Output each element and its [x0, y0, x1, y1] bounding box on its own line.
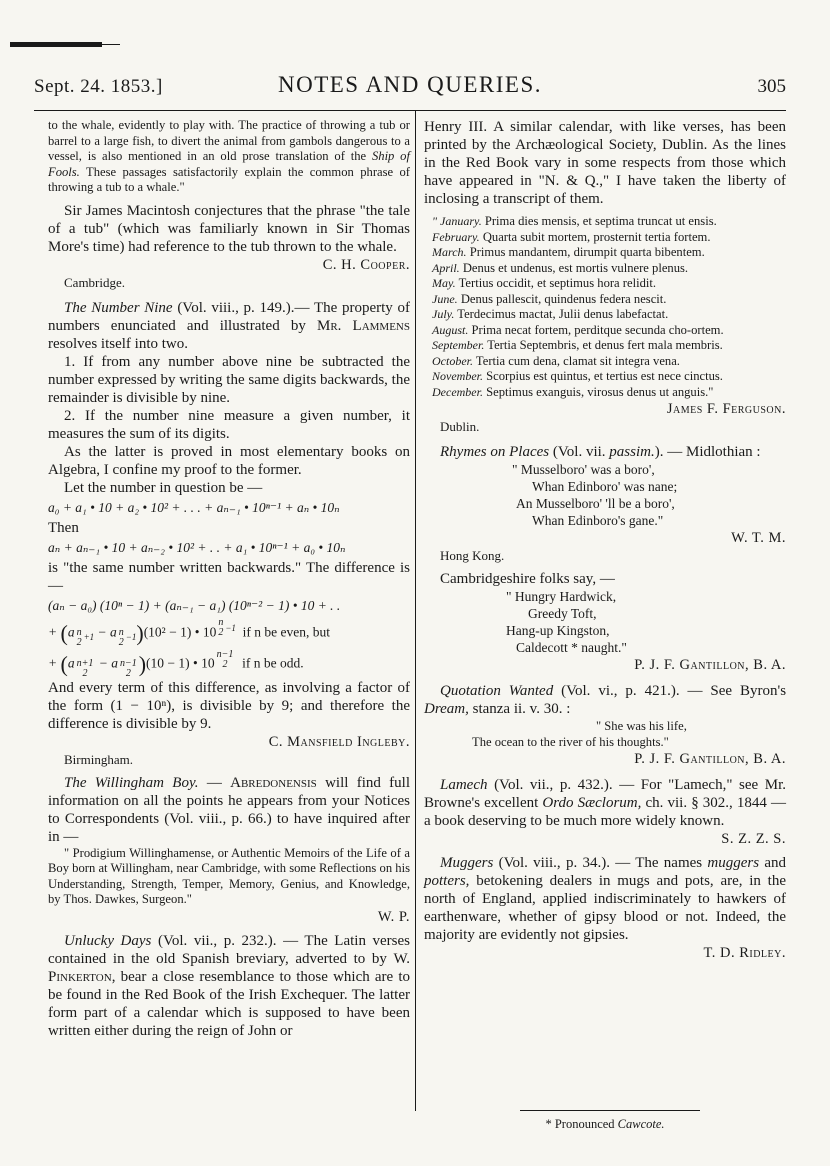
verse-line: " Musselboro' was a boro',: [512, 462, 655, 477]
signature-ferguson: James F. Ferguson.: [666, 401, 786, 417]
right-column: [424, 118, 786, 962]
calendar-line: " January. Prima dies mensis, et septima truncat ut ensis.: [432, 214, 717, 228]
calendar-line: April. Denus et undenus, est mortis vulnere plenus.: [432, 260, 689, 275]
quotation-wanted-paragraph: Quotation Wanted (Vol. vi., p. 421.). — See Byron's Dream, stanza ii. v. 30. :: [424, 683, 787, 717]
place-cambridge: Cambridge.: [64, 274, 126, 290]
header-rule: [34, 110, 786, 111]
math-then: Then: [48, 519, 79, 536]
same-number-text: is "the same number written backwards." The difference is —: [48, 559, 410, 594]
signature-gantillon-1: P. J. F. Gantillon, B. A.: [634, 657, 786, 673]
signature-wtm: W. T. M.: [731, 530, 786, 546]
signature-ridley: T. D. Ridley.: [703, 945, 786, 961]
header-date: Sept. 24. 1853.]: [34, 76, 163, 97]
column-divider: [415, 111, 416, 1111]
verse-line: " She was his life,: [596, 719, 687, 733]
number-nine-heading: The Number Nine (Vol. viii., p. 149.).— The property of numbers enunciated and illustrated by Mr. Lammens resolves itself into two.: [48, 299, 411, 352]
calendar-line: December. Septimus exanguis, virosus denus ut anguis.": [432, 384, 714, 399]
henry-paragraph: Henry III. A similar calendar, with like verses, has been printed by the Archæological Society, Dublin. As the lines in the Red Book vary in some respects from those which have appeared in "N. & Q.," I have taken the liberty of inclosing a transcript of them.: [424, 119, 786, 207]
nine-rule-two: 2. If the number nine measure a given number, it measures the sum of its digits.: [48, 407, 410, 442]
tub-paragraph: to the whale, evidently to play with. The practice of throwing a tub or barrel to a large fish, to divert the animal from gambols dangerous to a vessel, is also mentioned in an old prose translation of the Ship of Fools. These passages satisfactorily explain the common phrase of throwing a tub to a whale.": [48, 118, 410, 194]
verse-line: Greedy Toft,: [528, 606, 597, 621]
footnote: * Pronounced Cawcote.: [545, 1117, 665, 1131]
verse-line: Hang-up Kingston,: [506, 623, 610, 638]
top-rule-thin: [102, 44, 120, 45]
calendar-line: March. Primus mandantem, dirumpit quarta bibentem.: [432, 245, 705, 259]
nine-let-number: Let the number in question be —: [64, 479, 263, 496]
calendar-line: July. Terdecimus mactat, Julii denus labefactat.: [432, 307, 669, 321]
header-page-number: 305: [757, 76, 786, 97]
calendar-line: November. Scorpius est quintus, et tertius est nece cinctus.: [432, 369, 723, 383]
signature-gantillon-2: P. J. F. Gantillon, B. A.: [634, 751, 786, 767]
rhymes-heading: Rhymes on Places (Vol. vii. passim.). — Midlothian :: [440, 444, 761, 460]
willingham-boy-paragraph: The Willingham Boy. — Abredonensis will find full information on all the points he appears from your Notices to Correspondents (Vol. viii., p. 66.) to have inquired after in —: [48, 774, 411, 845]
byron-verse: [424, 718, 786, 750]
page-header: [34, 72, 786, 106]
math-odd-case: + (a $_{n+1 2}$ − a $_{n-1 2}$ )(10 − 1) • 10 $^{n-1 2}$ if n be odd.: [48, 648, 304, 679]
cambridgeshire-intro: Cambridgeshire folks say, —: [440, 571, 615, 587]
macintosh-paragraph: Sir James Macintosh conjectures that the phrase "the tale of a tub" (which was familiarly known in Sir Thomas More's time) had reference to the tub thrown to the whale.: [48, 202, 410, 255]
nine-proof-intro: As the latter is proved in most elementary books on Algebra, I confine my proof to the former.: [48, 443, 410, 478]
calendar-line: September. Tertia Septembris, et denus fert mala membris.: [432, 338, 723, 352]
signature-ingleby: C. Mansfield Ingleby.: [268, 733, 410, 750]
verse-line: " Hungry Hardwick,: [506, 589, 617, 604]
muggers-paragraph: Muggers (Vol. viii., p. 34.). — The names muggers and potters, betokening dealers in mugs and pots, are, in the north of England, applied indiscriminately to hawkers of earthenware, whether of gipsy blood or not. Indeed, the majority are evidently not gipsies.: [424, 855, 787, 943]
calendar-line: August. Prima necat fortem, perditque secunda cho-ortem.: [432, 322, 724, 337]
calendar-line: May. Tertius occidit, et septimus hora relidit.: [432, 276, 657, 290]
math-even-case: + (a $_{n 2 +1}$ − a $_{n 2 -1}$)(10² − 1) • 10 $^{n 2 -1}$ if n be even, but: [48, 617, 331, 648]
signature-wp: W. P.: [377, 908, 410, 925]
header-title: NOTES AND QUERIES.: [277, 72, 543, 97]
calendar-line: February. Quarta subit mortem, prosternit tertia fortem.: [432, 229, 711, 244]
every-term-paragraph: And every term of this difference, as involving a factor of the form (1 − 10ⁿ), is divisible by 9; and therefore the difference is divisible by 9.: [48, 679, 410, 732]
math-number: a₀ + a₁ • 10 + a₂ • 10² + . . . + aₙ₋₁ • 10ⁿ⁻¹ + aₙ • 10ₙ: [48, 499, 340, 515]
place-dublin: Dublin.: [440, 419, 480, 434]
top-rule: [10, 42, 102, 47]
calendar-verses: [424, 214, 786, 400]
nine-rule-one: 1. If from any number above nine be subtracted the number expressed by writing the same digits backwards, the remainder is divisible by nine.: [48, 353, 410, 406]
math-difference: (aₙ − a₀) (10ⁿ − 1) + (aₙ₋₁ − a₁) (10ⁿ⁻² − 1) • 10 + . .: [48, 597, 341, 613]
signature-cooper: C. H. Cooper.: [322, 256, 410, 273]
verse-line: The ocean to the river of his thoughts.": [472, 735, 669, 749]
left-column: [48, 118, 410, 1040]
calendar-line: October. Tertia cum dena, clamat sit integra vena.: [432, 353, 680, 368]
willingham-quote: " Prodigium Willinghamense, or Authentic Memoirs of the Life of a Boy born at Willingham, near Cambridge, with some Reflections on his Understanding, Strength, Temper, Memory, Genius, and Knowledge, by Thos. Dawkes, Surgeon.": [48, 845, 410, 907]
footnote-rule: [520, 1110, 700, 1111]
place-hong-kong: Hong Kong.: [440, 548, 505, 563]
unlucky-days-paragraph: Unlucky Days (Vol. vii., p. 232.). — The Latin verses contained in the old Spanish breviary, adverted to by W. Pinkerton, bear a close resemblance to those which are to be found in the Red Book of the Irish Exchequer. The latter form part of a calendar which is supposed to have been written either during the reign of John or: [48, 932, 411, 1039]
verse-line: Whan Edinboro' was nane;: [532, 479, 678, 494]
math-reversed: aₙ + aₙ₋₁ • 10 + aₙ₋₂ • 10² + . . + a₁ • 10ⁿ⁻¹ + a₀ • 10ₙ: [48, 539, 346, 555]
verse-line: An Musselboro' 'll be a boro',: [516, 496, 675, 511]
signature-szzs: S. Z. Z. S.: [721, 831, 786, 847]
musselboro-verse: [424, 461, 786, 529]
calendar-line: June. Denus pallescit, quindenus federa nescit.: [432, 291, 667, 306]
verse-line: Whan Edinboro's gane.": [532, 513, 664, 528]
lamech-paragraph: Lamech (Vol. vii., p. 432.). — For "Lamech," see Mr. Browne's excellent Ordo Sæclorum, ch. vii. § 302., 1844 — a book deserving to be much more widely known.: [424, 777, 787, 829]
cambridgeshire-verse: [424, 588, 786, 656]
verse-line: Caldecott * naught.": [516, 640, 627, 655]
place-birmingham: Birmingham.: [64, 751, 133, 767]
